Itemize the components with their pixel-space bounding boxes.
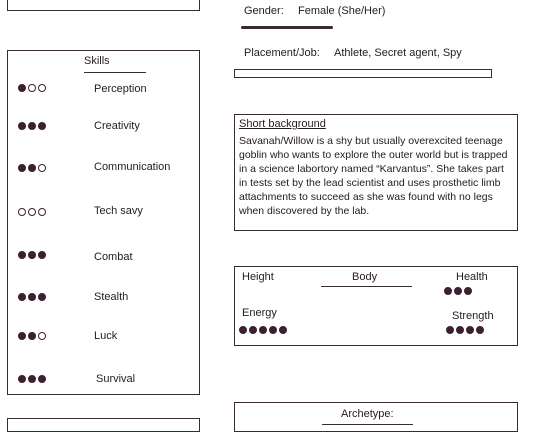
skill-label-combat: Combat bbox=[94, 251, 133, 263]
rating-dot bbox=[38, 293, 46, 301]
rating-dot bbox=[259, 326, 267, 334]
skill-rating-combat[interactable] bbox=[18, 251, 46, 259]
skill-rating-tech-savy[interactable] bbox=[18, 208, 46, 216]
placement-value: Athlete, Secret agent, Spy bbox=[334, 47, 462, 59]
skills-title: Skills bbox=[84, 55, 110, 67]
health-rating[interactable] bbox=[444, 287, 472, 295]
rating-dot bbox=[18, 208, 26, 216]
height-label: Height bbox=[242, 271, 274, 283]
gender-value: Female (She/Her) bbox=[298, 5, 386, 17]
rating-dot bbox=[28, 375, 36, 383]
rating-dot bbox=[28, 84, 36, 92]
skill-label-luck: Luck bbox=[94, 330, 118, 342]
energy-rating[interactable] bbox=[239, 326, 287, 334]
rating-dot bbox=[279, 326, 287, 334]
rating-dot bbox=[28, 251, 36, 259]
rating-dot bbox=[249, 326, 257, 334]
rating-dot bbox=[466, 326, 474, 334]
placement-label: Placement/Job: bbox=[244, 47, 320, 59]
rating-dot bbox=[456, 326, 464, 334]
rating-dot bbox=[18, 84, 26, 92]
rating-dot bbox=[18, 251, 26, 259]
skill-rating-survival[interactable] bbox=[18, 375, 46, 383]
skill-rating-luck[interactable] bbox=[18, 332, 46, 340]
rating-dot bbox=[38, 164, 46, 172]
body-title: Body bbox=[352, 271, 378, 283]
rating-dot bbox=[28, 332, 36, 340]
rating-dot bbox=[444, 287, 452, 295]
archetype-title: Archetype: bbox=[341, 408, 394, 420]
rating-dot bbox=[28, 122, 36, 130]
strength-label: Strength bbox=[452, 310, 494, 322]
bottom-left-box bbox=[7, 418, 200, 432]
background-text: Savanah/Willow is a shy but usually overexcited teenage goblin who wants to explore the outer world but is trapped in a science labortory named “Karvantus”. She takes part in tests set by the lead scientist and uses prosthetic limb attachments to succeed as she was found with no legs when discovered by the lab. bbox=[239, 135, 508, 217]
skill-label-communication: Communication bbox=[94, 161, 171, 173]
rating-dot bbox=[38, 208, 46, 216]
skill-label-stealth: Stealth bbox=[94, 291, 129, 303]
rating-dot bbox=[269, 326, 277, 334]
rating-dot bbox=[18, 122, 26, 130]
rating-dot bbox=[18, 375, 26, 383]
archetype-underline bbox=[322, 424, 413, 425]
skill-rating-perception[interactable] bbox=[18, 84, 46, 92]
top-left-box bbox=[7, 0, 200, 11]
rating-dot bbox=[38, 251, 46, 259]
skill-label-creativity: Creativity bbox=[94, 120, 140, 132]
rating-dot bbox=[18, 164, 26, 172]
skill-rating-stealth[interactable] bbox=[18, 293, 46, 301]
rating-dot bbox=[28, 293, 36, 301]
rating-dot bbox=[18, 293, 26, 301]
rating-dot bbox=[18, 332, 26, 340]
rating-dot bbox=[454, 287, 462, 295]
rating-dot bbox=[38, 84, 46, 92]
body-title-underline bbox=[321, 286, 412, 287]
skill-rating-communication[interactable] bbox=[18, 164, 46, 172]
rating-dot bbox=[476, 326, 484, 334]
skill-rating-creativity[interactable] bbox=[18, 122, 46, 130]
rating-dot bbox=[28, 164, 36, 172]
rating-dot bbox=[38, 332, 46, 340]
skills-panel bbox=[7, 50, 200, 395]
gender-underline bbox=[241, 26, 333, 29]
placement-field[interactable] bbox=[234, 69, 492, 78]
energy-label: Energy bbox=[242, 307, 277, 319]
rating-dot bbox=[38, 375, 46, 383]
health-label: Health bbox=[456, 271, 488, 283]
rating-dot bbox=[28, 208, 36, 216]
skill-label-survival: Survival bbox=[96, 373, 136, 385]
strength-rating[interactable] bbox=[446, 326, 484, 334]
rating-dot bbox=[446, 326, 454, 334]
skill-label-perception: Perception bbox=[94, 83, 147, 95]
background-title: Short background bbox=[239, 118, 326, 130]
rating-dot bbox=[239, 326, 247, 334]
skills-title-underline bbox=[84, 72, 146, 73]
skill-label-tech-savy: Tech savy bbox=[94, 205, 143, 217]
gender-label: Gender: bbox=[244, 5, 284, 17]
rating-dot bbox=[38, 122, 46, 130]
rating-dot bbox=[464, 287, 472, 295]
